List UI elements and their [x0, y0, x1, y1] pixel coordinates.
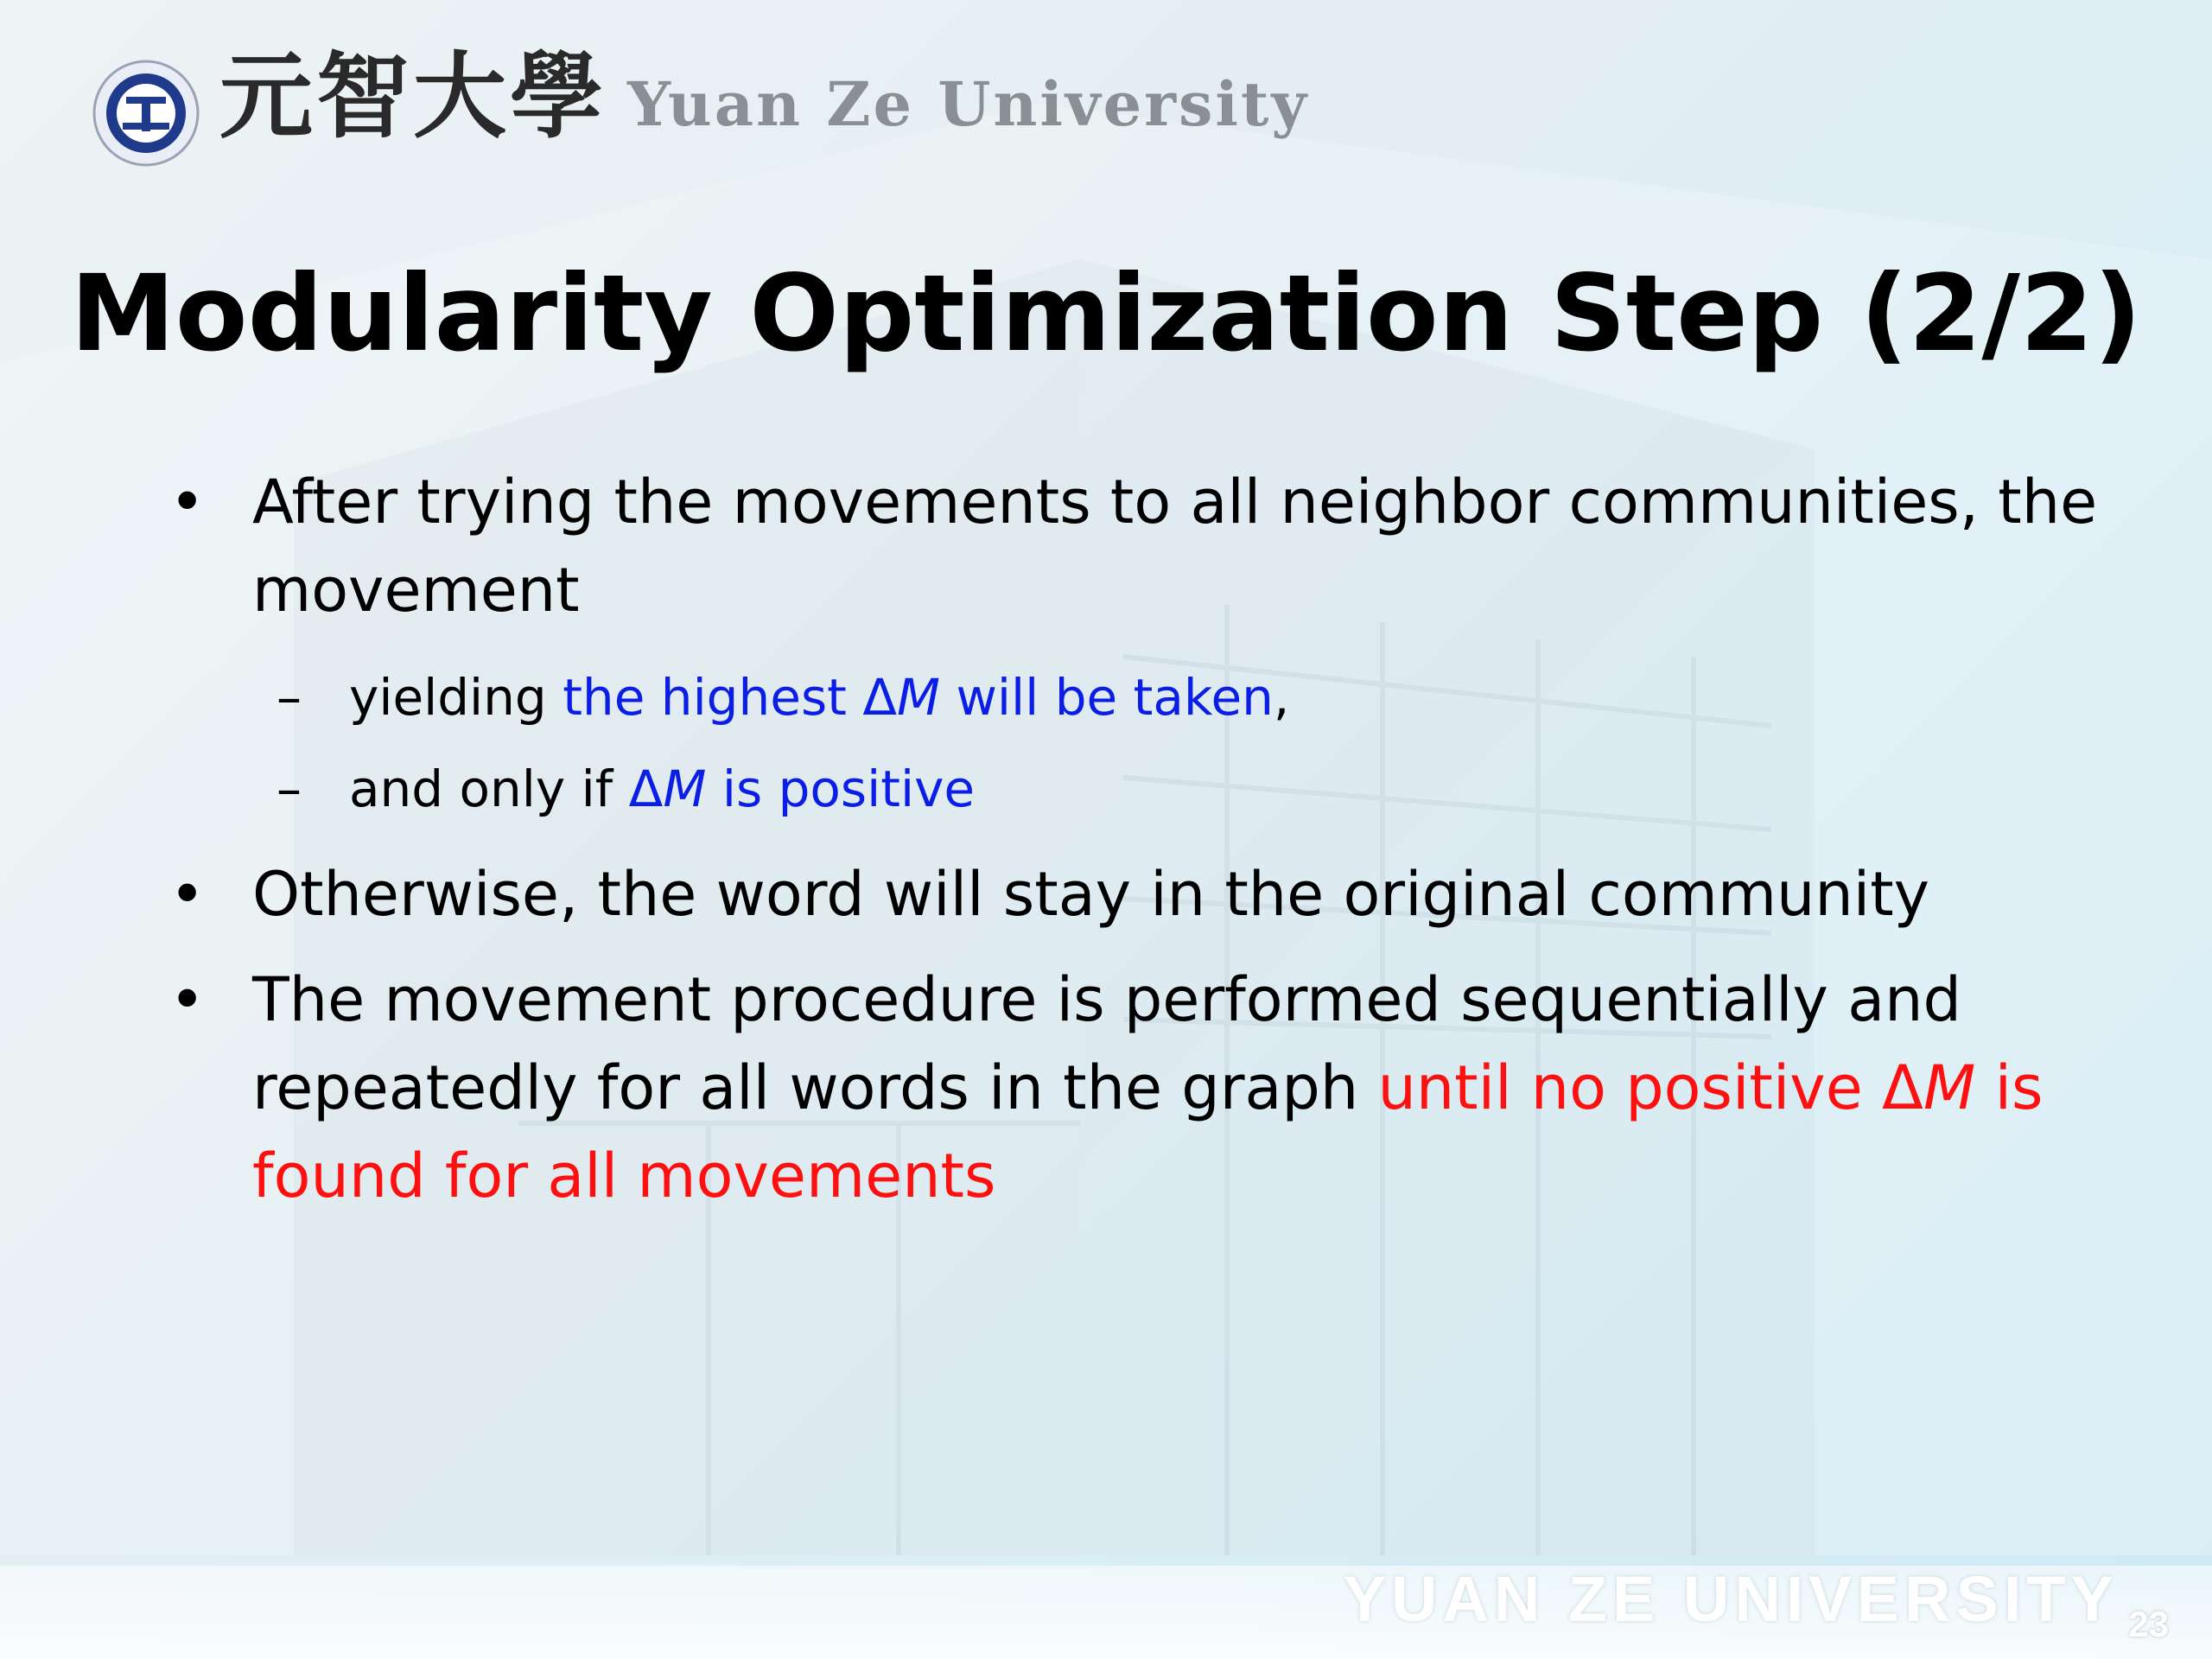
- highlight-text: is: [1975, 1052, 2044, 1123]
- bullet-item: [169, 956, 2113, 1220]
- bullet-item: [169, 850, 2113, 938]
- bullet-text-line: repeatedly for all words in the graph: [252, 1052, 1378, 1123]
- bullet-text-line: movement: [252, 555, 580, 626]
- sub-bullet-item: [169, 743, 2113, 835]
- university-seal-logo: [92, 59, 200, 168]
- bullet-icon: •: [169, 964, 206, 1035]
- highlight-text: the highest Δ: [563, 668, 898, 727]
- highlight-text: M: [663, 760, 707, 818]
- sub-bullet-item: [169, 652, 2113, 743]
- sub-bullet-text: ,: [1273, 668, 1290, 727]
- logo-chinese-name: 元智大學: [219, 42, 607, 151]
- highlight-text: found for all movements: [252, 1141, 996, 1211]
- slide-title: Modularity Optimization Step (2/2): [70, 252, 2142, 375]
- page-number: 23: [2128, 1604, 2169, 1644]
- highlight-text: M: [1923, 1052, 1976, 1123]
- logo-english-name: Yuan Ze University: [627, 68, 1310, 140]
- highlight-text: will be taken: [940, 668, 1274, 727]
- bullet-icon: •: [169, 467, 206, 537]
- bullet-text-line: After trying the movements to all neighbor communities, the: [252, 467, 2098, 537]
- highlight-text: until no positive Δ: [1377, 1052, 1923, 1123]
- bullet-item: [169, 458, 2113, 634]
- slide-body: [169, 458, 2113, 1237]
- sub-bullet-icon: –: [276, 668, 302, 727]
- bullet-text-line: Otherwise, the word will stay in the original community: [252, 859, 1930, 930]
- bullet-icon: •: [169, 859, 206, 930]
- footer-university-name: YUAN ZE UNIVERSITY: [1343, 1563, 2119, 1635]
- highlight-text: M: [897, 668, 941, 727]
- highlight-text: Δ: [628, 760, 664, 818]
- sub-bullet-text: and only if: [349, 760, 629, 818]
- sub-bullet-icon: –: [276, 760, 302, 818]
- sub-bullet-text: yielding: [349, 668, 563, 727]
- highlight-text: is positive: [706, 760, 976, 818]
- bullet-text-line: The movement procedure is performed sequentially and: [252, 964, 1961, 1035]
